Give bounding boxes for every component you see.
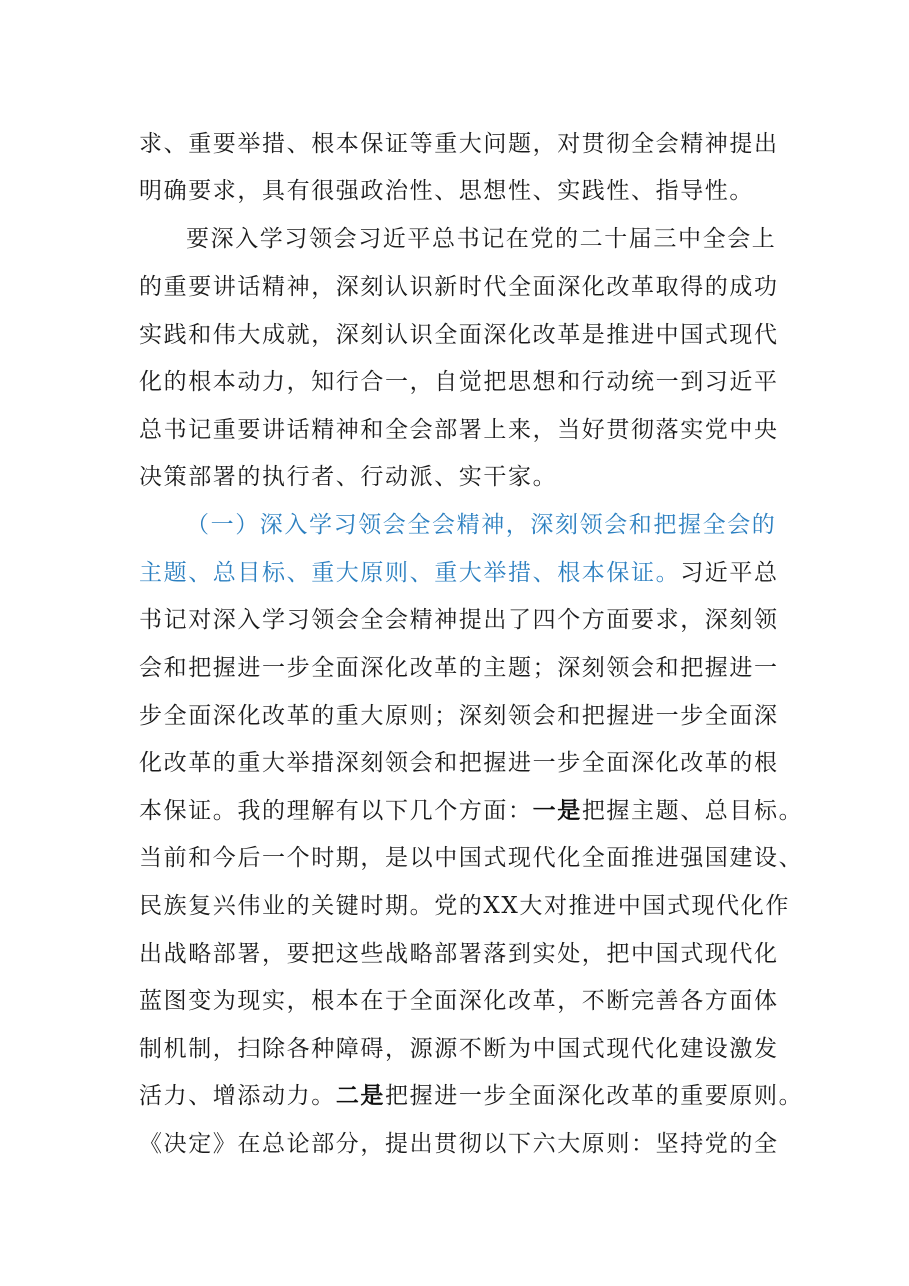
body-line: 化的根本动力，知行合一，自觉把思想和行动统一到习近平 <box>139 369 779 395</box>
paragraph-first-line: 要深入学习领会习近平总书记在党的二十届三中全会上 <box>186 226 777 252</box>
body-line: 出战略部署，要把这些战略部署落到实处，把中国式现代化 <box>139 941 779 967</box>
body-line: 的重要讲话精神，深刻认识新时代全面深化改革取得的成功 <box>139 274 779 300</box>
body-line: 实践和伟大成就，深刻认识全面深化改革是推进中国式现代 <box>139 322 779 348</box>
body-line: 制机制，扫除各种障碍，源源不断为中国式现代化建设激发 <box>139 1036 779 1062</box>
body-line: 当前和今后一个时期，是以中国式现代化全面推进强国建设、 <box>139 845 804 871</box>
body-line: 会和把握进一步全面深化改革的主题；深刻领会和把握进一 <box>139 655 779 681</box>
body-line: 化改革的重大举措深刻领会和把握进一步全面深化改革的根 <box>139 750 779 776</box>
body-text: 本保证。我的理解有以下几个方面： <box>139 798 533 824</box>
body-text: 习近平总 <box>680 560 779 586</box>
point-marker-bold: 一是 <box>532 797 582 824</box>
body-line: 步全面深化改革的重大原则；深刻领会和把握进一步全面深 <box>139 703 779 729</box>
section-heading-continued: 主题、总目标、重大原则、重大举措、根本保证。 <box>139 560 681 586</box>
body-line: 总书记重要讲话精神和全会部署上来，当好贯彻落实党中央 <box>139 417 779 443</box>
body-line <box>139 1076 803 1116</box>
body-line: 求、重要举措、根本保证等重大问题，对贯彻全会精神提出 <box>139 131 779 157</box>
body-text: 活力、增添动力。 <box>139 1083 336 1109</box>
body-text: 把握进一步全面深化改革的重要原则。 <box>385 1083 804 1109</box>
point-marker-bold: 二是 <box>335 1082 386 1109</box>
body-line: 蓝图变为现实，根本在于全面深化改革，不断完善各方面体 <box>139 988 779 1014</box>
body-line <box>139 791 803 831</box>
body-line <box>139 553 779 593</box>
body-line: 决策部署的执行者、行动派、实干家。 <box>139 464 558 490</box>
body-line: 民族复兴伟业的关键时期。党的XX大对推进中国式现代化作 <box>139 893 790 919</box>
body-line: 明确要求，具有很强政治性、思想性、实践性、指导性。 <box>139 178 754 204</box>
body-line: 书记对深入学习领会全会精神提出了四个方面要求，深刻领 <box>139 607 779 633</box>
body-text: 把握主题、总目标。 <box>581 798 804 824</box>
body-line: 《决定》在总论部分，提出贯彻以下六大原则：坚持党的全 <box>139 1131 779 1157</box>
section-heading-line: （一）深入学习领会全会精神，深刻领会和把握全会的 <box>186 512 777 538</box>
